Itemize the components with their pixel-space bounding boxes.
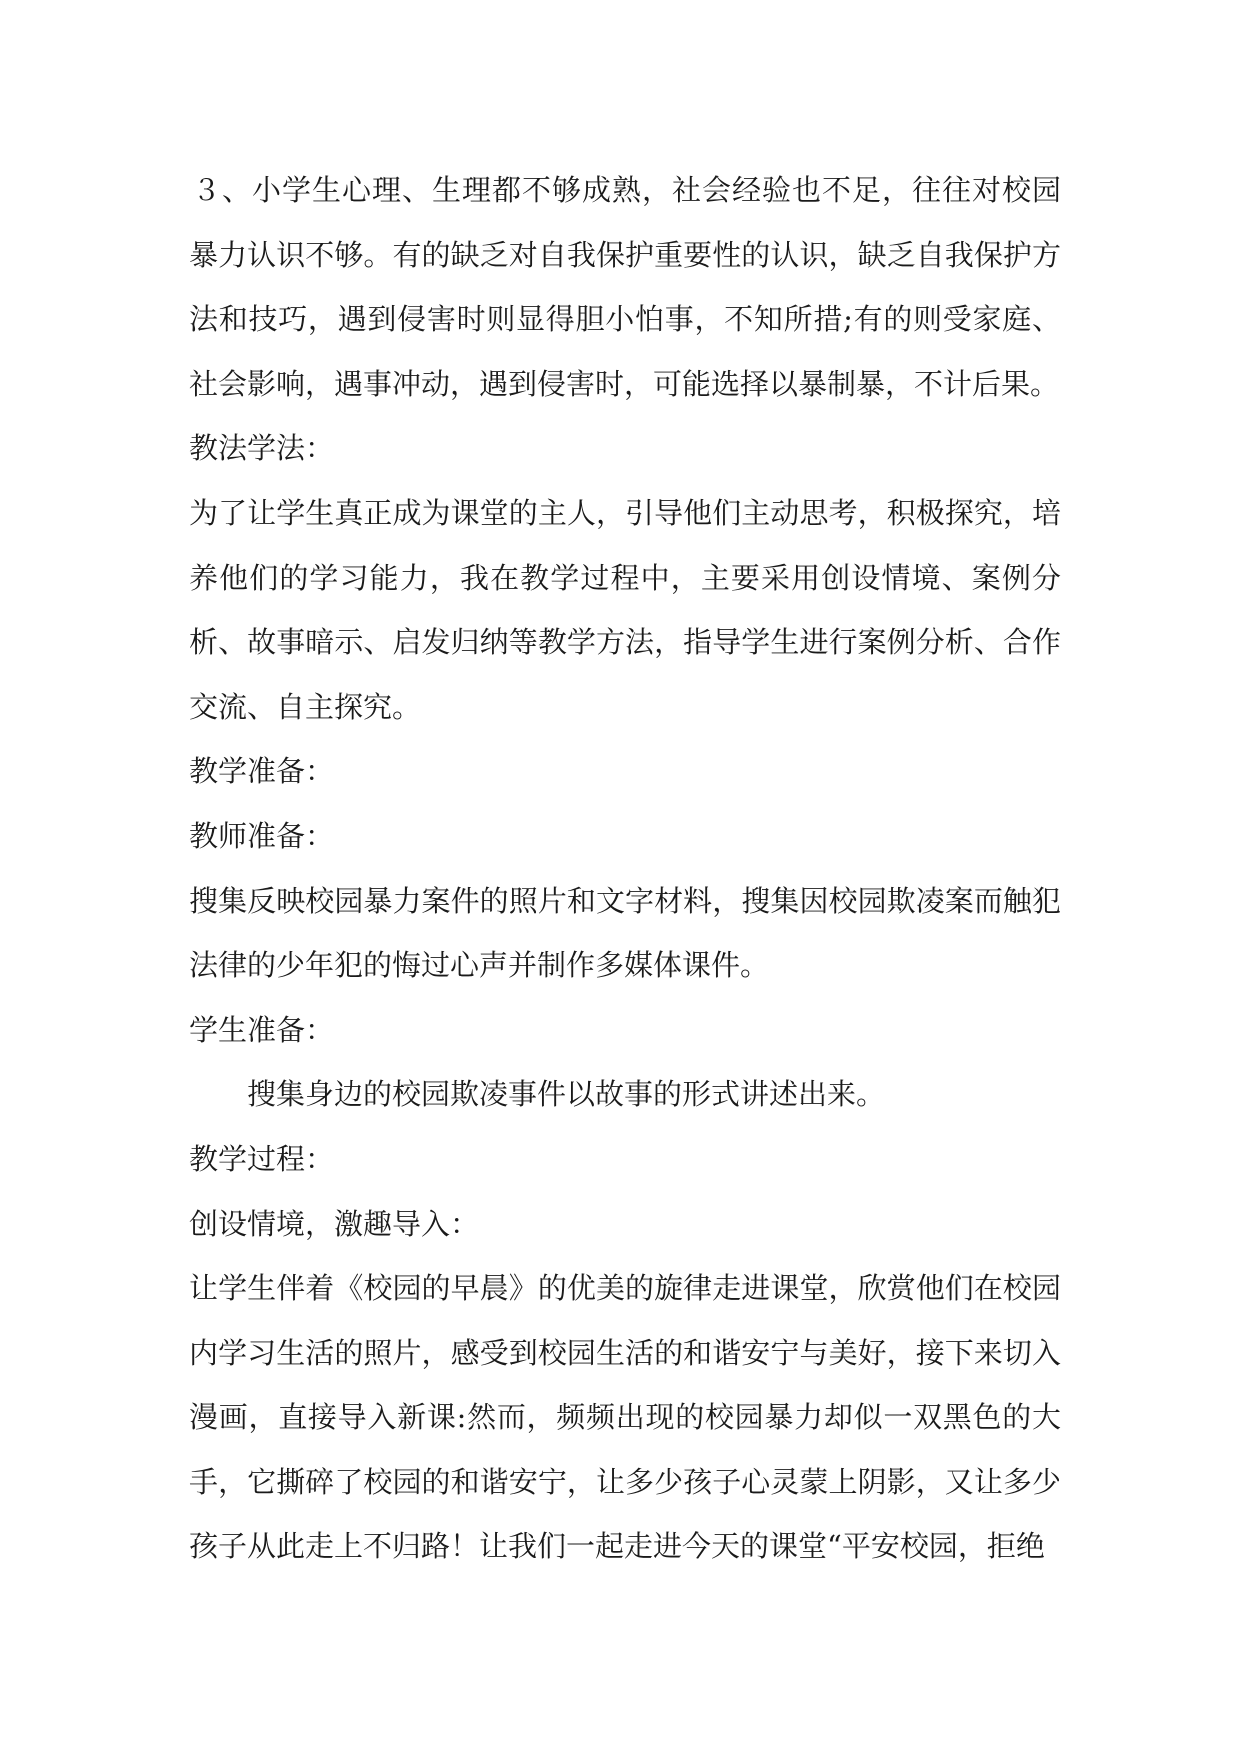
paragraph-scenario-intro: 让学生伴着《校园的早晨》的优美的旋律走进课堂，欣赏他们在校园内学习生活的照片，感受到校园生活的和谐安宁与美好，接下来切入漫画，直接导入新课:然而，频频出现的校园暴力却似一双黑色的大手，它撕碎了校园的和谐安宁，让多少孩子心灵蒙上阴影，又让多少孩子从此走上不归路！让我们一起走进今天的课堂“平安校园，拒绝	[189, 1271, 1061, 1564]
heading-teaching-preparation: 教学准备：	[189, 754, 335, 789]
heading-teaching-methods: 教法学法：	[189, 431, 335, 466]
heading-student-preparation: 学生准备：	[189, 1012, 335, 1047]
document-body	[189, 158, 1061, 1579]
heading-teacher-preparation: 教师准备：	[189, 818, 335, 853]
paragraph-teacher-preparation: 搜集反映校园暴力案件的照片和文字材料，搜集因校园欺凌案而触犯法律的少年犯的悔过心声并制作多媒体课件。	[189, 883, 1061, 983]
heading-teaching-process: 教学过程：	[189, 1141, 335, 1176]
paragraph-student-psychology: ３、小学生心理、生理都不够成熟，社会经验也不足，往往对校园暴力认识不够。有的缺乏对自我保护重要性的认识，缺乏自我保护方法和技巧，遇到侵害时则显得胆小怕事，不知所措;有的则受家庭、社会影响，遇事冲动，遇到侵害时，可能选择以暴制暴，不计后果。	[189, 173, 1061, 401]
paragraph-teaching-methods: 为了让学生真正成为课堂的主人，引导他们主动思考，积极探究，培养他们的学习能力，我在教学过程中，主要采用创设情境、案例分析、故事暗示、启发归纳等教学方法，指导学生进行案例分析、合作交流、自主探究。	[189, 495, 1061, 724]
heading-scenario-intro: 创设情境，激趣导入：	[189, 1206, 480, 1241]
paragraph-student-preparation: 搜集身边的校园欺凌事件以故事的形式讲述出来。	[247, 1077, 886, 1112]
